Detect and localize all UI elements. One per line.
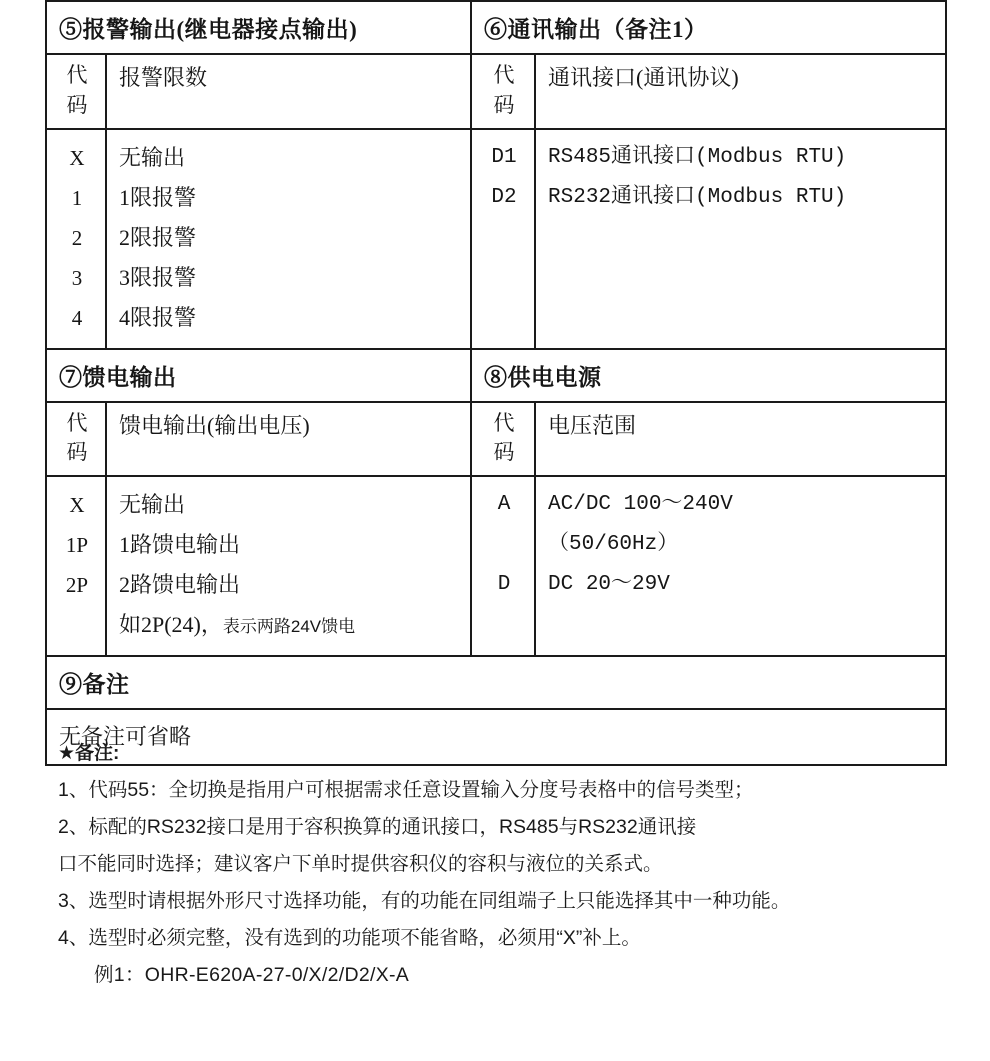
column-label: 代码 bbox=[493, 63, 515, 117]
table-row bbox=[46, 402, 946, 477]
feed-footnote bbox=[119, 605, 460, 645]
code-value: 1 bbox=[71, 185, 83, 210]
feed-footnote-prefix: 如2P(24)， bbox=[119, 612, 223, 638]
table-row bbox=[46, 656, 946, 709]
code-value bbox=[484, 525, 524, 565]
desc-value: AC/DC 100～240V bbox=[548, 493, 733, 517]
note-item: 3、选型时请根据外形尺寸选择功能，有的功能在同组端子上只能选择其中一种功能。 bbox=[58, 890, 791, 912]
column-header-code-alarm bbox=[46, 54, 106, 129]
column-label: 代码 bbox=[493, 410, 515, 465]
footer-notes bbox=[58, 735, 958, 994]
note-example: 例1：OHR-E620A-27-0/X/2/D2/X-A bbox=[94, 964, 410, 986]
section-title: ⑥通讯输出（备注1） bbox=[484, 17, 708, 42]
desc-list-feed bbox=[106, 476, 471, 656]
table-row bbox=[46, 349, 946, 402]
column-header-desc-feed bbox=[106, 402, 471, 477]
selection-code-table bbox=[45, 0, 947, 766]
table-row bbox=[46, 54, 946, 129]
desc-value: 1限报警 bbox=[119, 184, 197, 210]
desc-value: RS485通讯接口(Modbus RTU) bbox=[548, 145, 847, 169]
desc-list-alarm bbox=[106, 129, 471, 349]
section-header-feed-output bbox=[46, 349, 471, 402]
table-row bbox=[46, 129, 946, 349]
column-header-desc-alarm bbox=[106, 54, 471, 129]
desc-value: RS232通讯接口(Modbus RTU) bbox=[548, 185, 847, 209]
section-header-comm-output bbox=[471, 1, 946, 54]
section-title: ⑧供电电源 bbox=[484, 364, 602, 390]
code-value: X bbox=[69, 493, 85, 518]
desc-list-power bbox=[535, 476, 946, 656]
code-value-spacer bbox=[59, 605, 95, 645]
code-list-alarm bbox=[46, 129, 106, 349]
code-value: D1 bbox=[491, 145, 517, 169]
column-label: 代码 bbox=[66, 63, 88, 117]
section-title: ⑦馈电输出 bbox=[59, 364, 177, 390]
code-value: X bbox=[69, 145, 85, 170]
desc-value: 3限报警 bbox=[119, 264, 197, 290]
desc-value: 2路馈电输出 bbox=[119, 572, 241, 598]
desc-value: DC 20～29V bbox=[548, 573, 670, 597]
section-title: ⑤报警输出(继电器接点输出) bbox=[59, 17, 358, 42]
note-item: 1、代码55：全切换是指用户可根据需求任意设置输入分度号表格中的信号类型； bbox=[58, 779, 754, 801]
code-value: 2P bbox=[65, 573, 89, 598]
remark-content: 无备注可省略 bbox=[59, 724, 192, 750]
code-value: 4 bbox=[71, 305, 83, 330]
column-header-code-power bbox=[471, 402, 535, 477]
code-value: D2 bbox=[491, 185, 517, 209]
desc-value: （50/60Hz） bbox=[548, 533, 679, 557]
code-list-comm bbox=[471, 129, 535, 349]
note-item: 口不能同时选择；建议客户下单时提供容积仪的容积与液位的关系式。 bbox=[58, 853, 663, 875]
feed-footnote-small: 表示两路24V馈电 bbox=[222, 617, 356, 637]
code-value: 3 bbox=[71, 265, 83, 290]
desc-value: 无输出 bbox=[119, 492, 186, 518]
code-value: 2 bbox=[71, 225, 83, 250]
section-header-power-supply bbox=[471, 349, 946, 402]
desc-value: 2限报警 bbox=[119, 224, 197, 250]
column-label: 电压范围 bbox=[548, 412, 637, 438]
column-label: 报警限数 bbox=[119, 65, 208, 90]
column-label: 通讯接口(通讯协议) bbox=[548, 65, 739, 90]
code-value: 1P bbox=[65, 533, 89, 558]
column-label: 馈电输出(输出电压) bbox=[119, 412, 310, 438]
note-item: 2、标配的RS232接口是用于容积换算的通讯接口，RS485与RS232通讯接 bbox=[58, 816, 697, 838]
desc-value: 无输出 bbox=[119, 144, 186, 170]
section-title: ⑨备注 bbox=[59, 672, 130, 698]
column-label: 代码 bbox=[66, 410, 88, 465]
code-list-power bbox=[471, 476, 535, 656]
section-header-alarm-output bbox=[46, 1, 471, 54]
code-value: A bbox=[497, 493, 511, 517]
table-row bbox=[46, 1, 946, 54]
section-header-remark bbox=[46, 656, 946, 709]
column-header-desc-power bbox=[535, 402, 946, 477]
column-header-desc-comm bbox=[535, 54, 946, 129]
notes-heading: ★备注: bbox=[58, 743, 120, 764]
desc-list-comm bbox=[535, 129, 946, 349]
code-list-feed bbox=[46, 476, 106, 656]
desc-value: 1路馈电输出 bbox=[119, 532, 241, 558]
code-value: D bbox=[497, 573, 511, 597]
desc-value: 4限报警 bbox=[119, 304, 197, 330]
table-row bbox=[46, 476, 946, 656]
note-item: 4、选型时必须完整，没有选到的功能项不能省略，必须用“X”补上。 bbox=[58, 927, 641, 949]
column-header-code-comm bbox=[471, 54, 535, 129]
column-header-code-feed bbox=[46, 402, 106, 477]
